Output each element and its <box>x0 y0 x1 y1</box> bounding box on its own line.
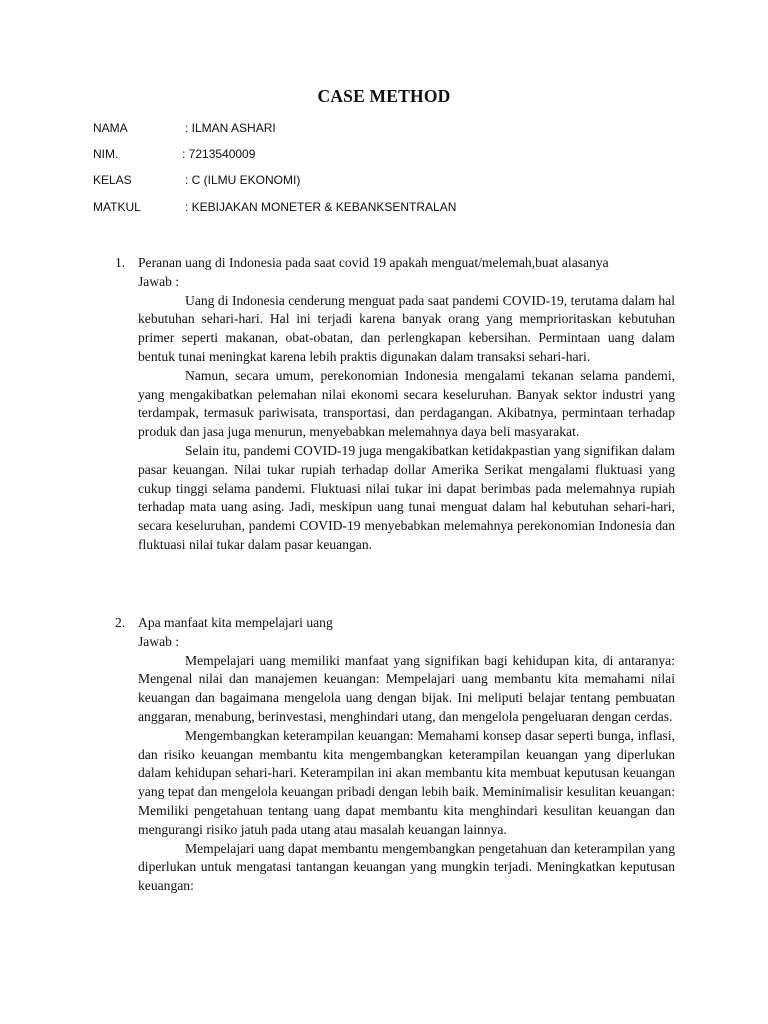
answer-paragraph: Selain itu, pandemi COVID-19 juga mengakibatkan ketidakpastian yang signifikan dalam pasar keuangan. Nilai tukar rupiah terhadap dollar Amerika Serikat mengalami fluktuasi yang cukup tinggi selama pandemi. Fluktuasi nilai tukar ini dapat berimbas pada melemahnya rupiah terhadap mata uang asing. Jadi, meskipun uang tunai menguat dalam hal kebutuhan sehari-hari, secara keseluruhan, pandemi COVID-19 menyebabkan melemahnya perekonomian Indonesia dan fluktuasi nilai tukar dalam pasar keuangan. <box>138 442 675 552</box>
info-label: KELAS <box>93 173 132 187</box>
info-label: NAMA <box>93 121 128 135</box>
answer-label: Jawab : <box>138 633 180 649</box>
answer-label: Jawab : <box>138 273 180 289</box>
info-row-kelas <box>93 172 693 188</box>
question-number: 2. <box>115 615 126 630</box>
question-1 <box>115 254 675 555</box>
info-row-matkul <box>93 199 693 215</box>
answer-paragraph: Namun, secara umum, perekonomian Indonesia mengalami tekanan selama pandemi, yang mengakibatkan pelemahan nilai ekonomi secara keseluruhan. Banyak sektor industri yang terdampak, termasuk pariwisata, transportasi, dan perdagangan. Akibatnya, permintaan terhadap produk dan jasa juga menurun, menyebabkan melemahnya daya beli masyarakat. <box>138 367 675 440</box>
question-2 <box>115 614 675 896</box>
info-value: : C (ILMU EKONOMI) <box>185 173 301 187</box>
document-title: CASE METHOD <box>317 86 451 106</box>
info-label: NIM. <box>93 147 119 161</box>
answer-paragraph: Mempelajari uang memiliki manfaat yang signifikan bagi kehidupan kita, di antaranya: Mengenal nilai dan manajemen keuangan: Mempelajari uang membantu kita memahami nilai keuangan dan bagaimana mengelola uang dengan bijak. Ini meliputi belajar tentang pembuatan anggaran, menabung, berinvestasi, menghindari utang, dan mengelola pengeluaran dengan cerdas. <box>138 652 675 724</box>
answer-paragraph: Mempelajari uang dapat membantu mengembangkan pengetahuan dan keterampilan yang diperlukan untuk mengatasi tantangan keuangan yang mungkin terjadi. Meningkatkan keputusan keuangan: <box>138 840 675 894</box>
info-value: : ILMAN ASHARI <box>185 121 276 135</box>
question-text: Peranan uang di Indonesia pada saat covid 19 apakah menguat/melemah,buat alasanya <box>138 255 609 270</box>
info-value: : KEBIJAKAN MONETER & KEBANKSENTRALAN <box>185 200 457 214</box>
answer-paragraph: Uang di Indonesia cenderung menguat pada saat pandemi COVID-19, terutama dalam hal kebutuhan sehari-hari. Hal ini terjadi karena banyak orang yang memprioritaskan kebutuhan primer seperti makanan, obat-obatan, dan perlengkapan kebersihan. Permintaan uang dalam bentuk tunai meningkat karena lebih praktis digunakan dalam transaksi sehari-hari. <box>138 292 675 364</box>
info-value: : 7213540009 <box>182 147 256 161</box>
question-text: Apa manfaat kita mempelajari uang <box>138 615 333 630</box>
question-number: 1. <box>115 255 126 270</box>
info-label: MATKUL <box>93 200 141 214</box>
info-row-nama <box>93 120 693 136</box>
answer-paragraph: Mengembangkan keterampilan keuangan: Memahami konsep dasar seperti bunga, inflasi, dan risiko keuangan membantu kita mengembangkan keterampilan keuangan yang diperlukan dalam kehidupan sehari-hari. Keterampilan ini akan membantu kita membuat keputusan keuangan yang tepat dan mengelola keuangan pribadi dengan lebih baik. Meminimalisir kesulitan keuangan: Memiliki pengetahuan tentang uang dapat membantu kita menghindari kesulitan keuangan dan mengurangi risiko jatuh pada utang atau masalah keuangan lainnya. <box>138 727 675 837</box>
info-row-nim <box>93 146 693 162</box>
